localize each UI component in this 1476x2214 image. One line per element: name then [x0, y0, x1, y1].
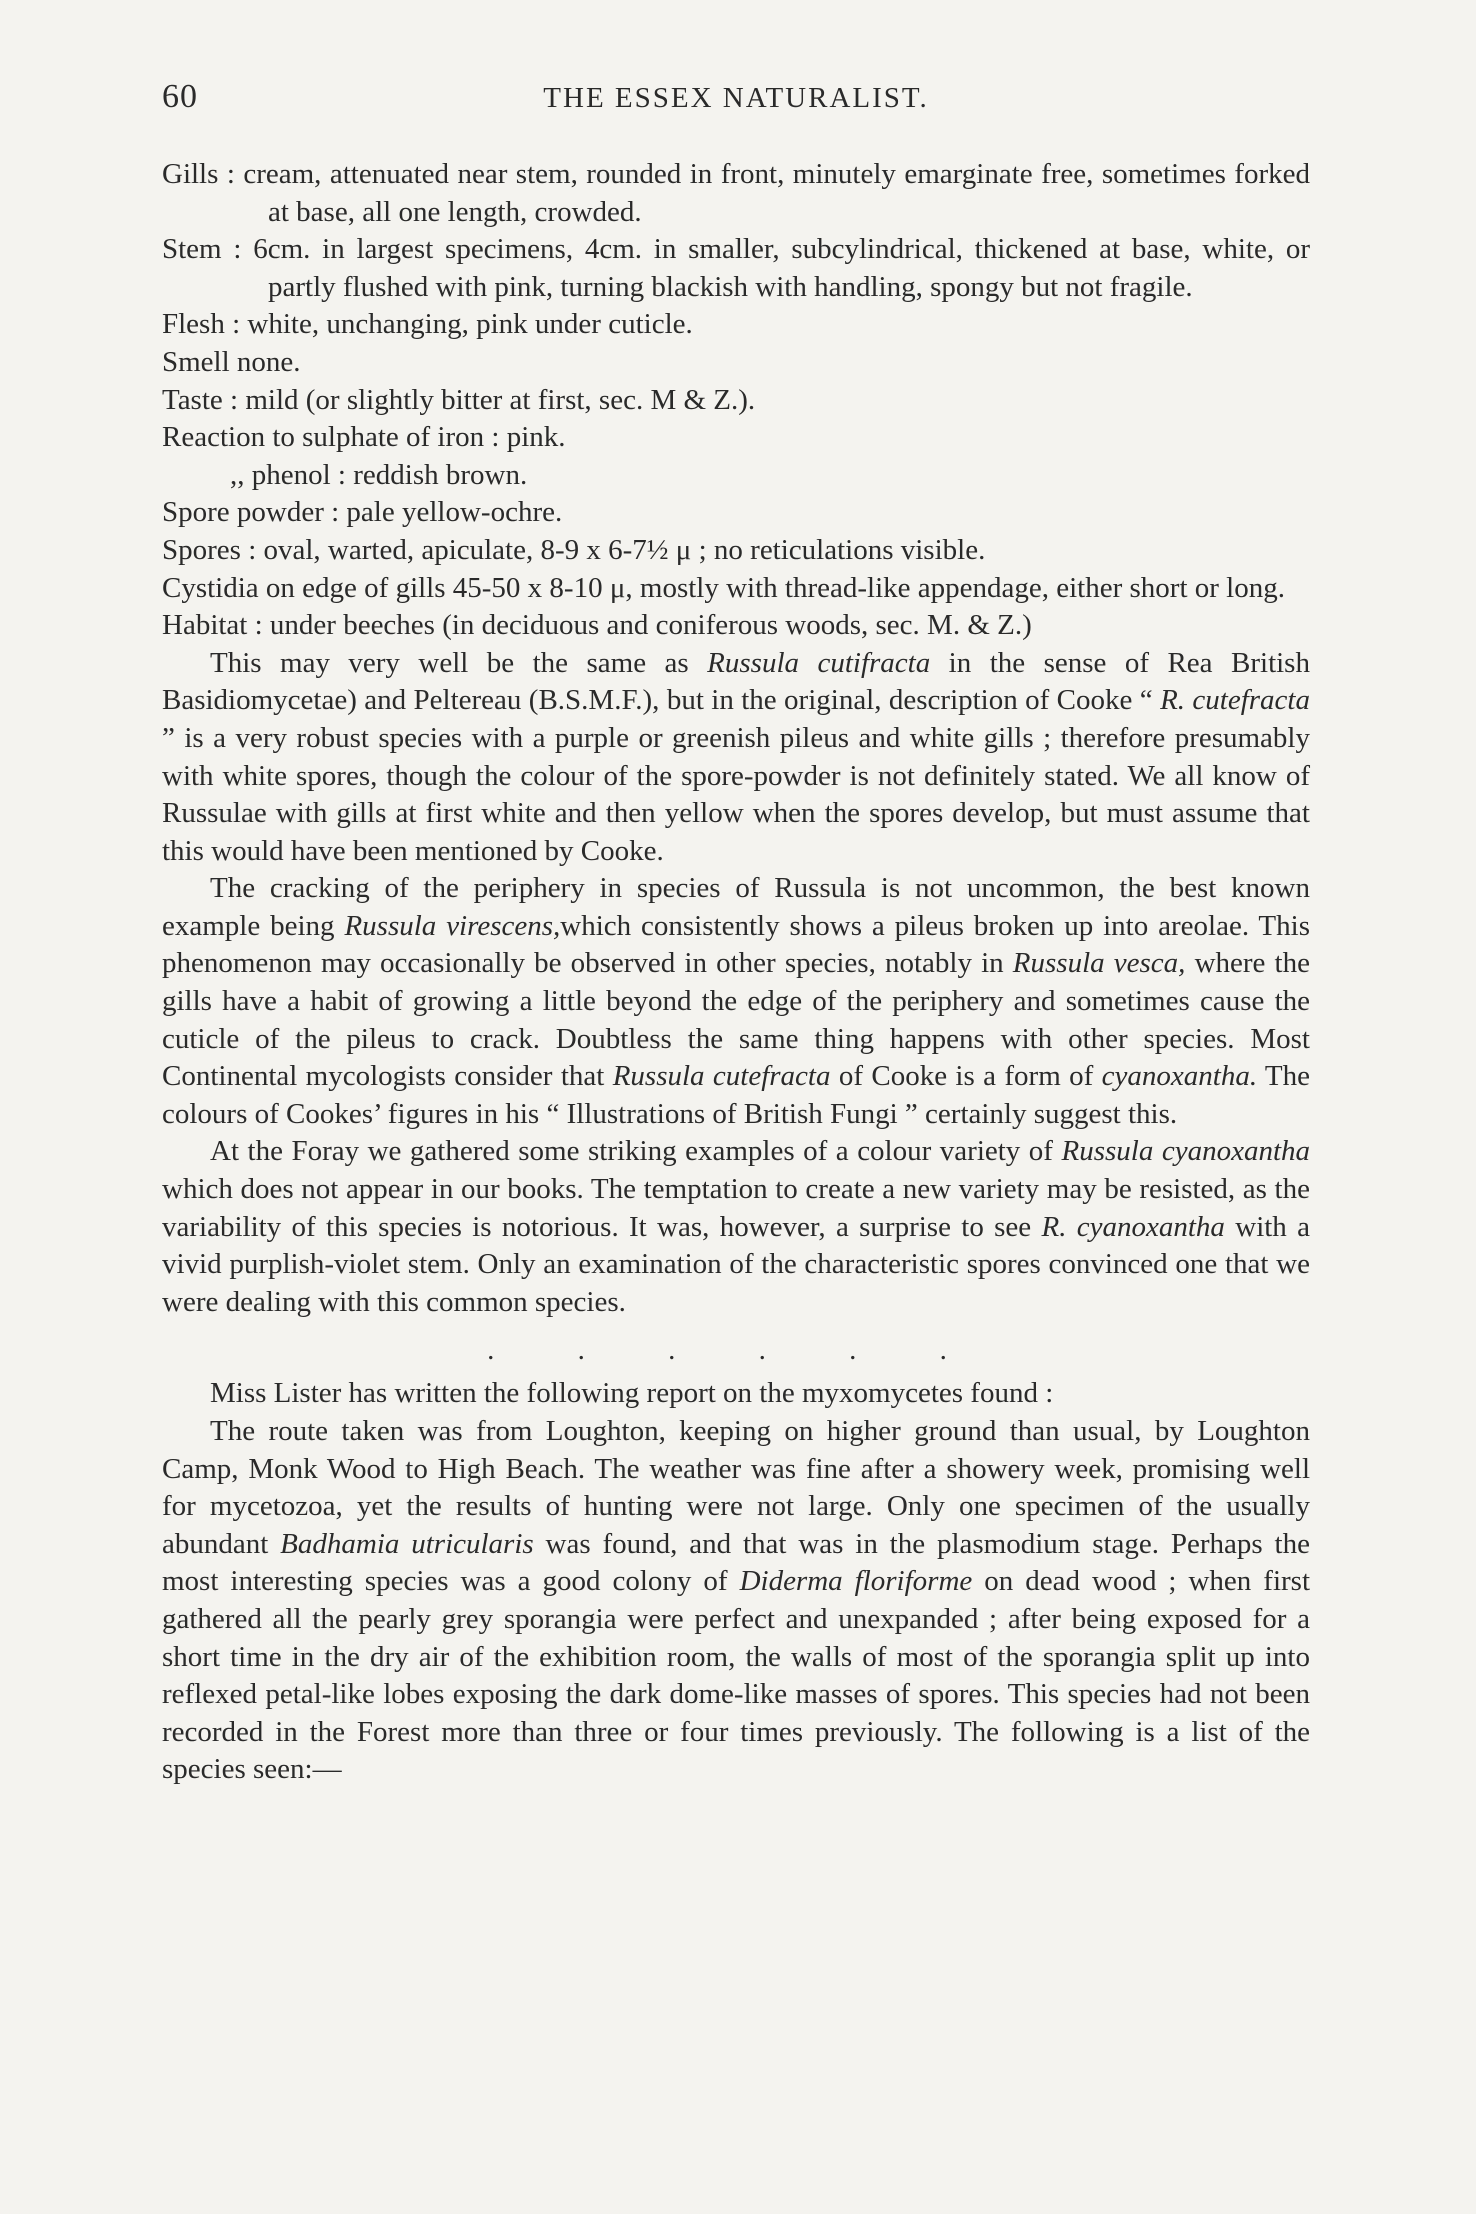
spores-description: Spores : oval, warted, apiculate, 8-9 x 6-7½ μ ; no reticulations visible. [162, 533, 986, 566]
flesh-description: Flesh : white, unchanging, pink under cuticle. [162, 308, 693, 341]
italic-species-name: Diderma floriforme [739, 1565, 973, 1598]
stem-description: Stem : 6cm. in largest specimens, 4cm. in smaller, subcylindrical, thickened at base, white, or partly flushed with pink, turning blackish with handling, spongy but not fragile. [162, 233, 1310, 303]
body-text [162, 156, 1310, 1789]
text-run: of Cooke is a form of [830, 1060, 1102, 1093]
italic-species-name: Russula virescens, [344, 909, 561, 942]
reaction-iron: Reaction to sulphate of iron : pink. [162, 421, 566, 454]
paragraph-myxomycetes-report [162, 1413, 1310, 1789]
text-run: This may very well be the same as [210, 646, 708, 679]
page-header [162, 78, 1310, 128]
italic-species-name: cyanoxantha. [1101, 1060, 1258, 1093]
italic-species-name: Russula vesca, [1012, 947, 1186, 980]
text-run: was found, and that was in the plasmodium stage. Perhaps the most interesting species was a good colony of [162, 1527, 1310, 1598]
paragraph-foray-cyanoxantha [162, 1133, 1310, 1321]
italic-species-name: R. cyanoxantha [1041, 1210, 1225, 1243]
text-run: on dead wood ; when first gathered all the pearly grey sporangia were perfect and unexpanded ; after being exposed for a short time in the dry air of the exhibition room, the walls of most of the sporangia split up into reflexed petal-like lobes exposing the dark dome-like masses of spores. This species had not been recorded in the Forest more than three or four times previously. The following is a list of the species seen:— [162, 1565, 1311, 1786]
cystidia-description: Cystidia on edge of gills 45-50 x 8-10 μ, mostly with thread-like appendage, either short or long. [162, 571, 1285, 604]
section-separator: . . . . . . [487, 1334, 985, 1367]
running-title: THE ESSEX NATURALIST. [543, 82, 929, 114]
paragraph-miss-lister-intro: Miss Lister has written the following report on the myxomycetes found : [210, 1377, 1054, 1410]
paragraph-russula-cutifracta [162, 645, 1310, 871]
text-run: in the sense of Rea British Basidiomycetae) and Peltereau (B.S.M.F.), but in the original, description of Cooke “ [162, 646, 1310, 717]
reaction-phenol: ,, phenol : reddish brown. [230, 458, 528, 491]
text-run: where the gills have a habit of growing a little beyond the edge of the periphery and sometimes cause the cuticle of the pileus to crack. Doubtless the same thing happens with other species. Most Continental mycologists consider that [162, 947, 1310, 1093]
text-run: which consistently shows a pileus broken up into areolae. This phenomenon may occasionally be observed in other species, notably in [162, 909, 1310, 980]
page-number: 60 [162, 78, 198, 115]
gills-description: Gills : cream, attenuated near stem, rounded in front, minutely emarginate free, sometimes forked at base, all one length, crowded. [162, 158, 1310, 228]
text-run: At the Foray we gathered some striking examples of a colour variety of [210, 1135, 1062, 1168]
italic-species-name: R. cutefracta [1160, 684, 1310, 717]
text-run: The cracking of the periphery in species of Russula is not uncommon, the best known example being [162, 872, 1310, 942]
text-run: with a vivid purplish-violet stem. Only an examination of the characteristic spores convinced one that we were dealing with this common species. [162, 1210, 1310, 1318]
italic-species-name: Russula cutefracta [612, 1060, 831, 1093]
smell-description: Smell none. [162, 345, 301, 378]
paragraph-periphery-cracking [162, 870, 1310, 1133]
text-run: The colours of Cookes’ figures in his “ Illustrations of British Fungi ” certainly suggest this. [162, 1060, 1311, 1130]
habitat-description: Habitat : under beeches (in deciduous and coniferous woods, sec. M. & Z.) [162, 609, 1032, 642]
text-run: The route taken was from Loughton, keeping on higher ground than usual, by Loughton Camp, Monk Wood to High Beach. The weather was fine after a showery week, promising well for mycetozoa, yet the results of hunting were not large. Only one specimen of the usually abundant [162, 1415, 1310, 1560]
text-run: ” is a very robust species with a purple or greenish pileus and white gills ; therefore presumably with white spores, though the colour of the spore-powder is not definitely stated. We all know of Russulae with gills at first white and then yellow when the spores develop, but must assume that this would have been mentioned by Cooke. [162, 721, 1310, 867]
italic-species-name: Russula cyanoxantha [1061, 1135, 1311, 1168]
taste-description: Taste : mild (or slightly bitter at first, sec. M & Z.). [162, 383, 756, 416]
spore-powder-description: Spore powder : pale yellow-ochre. [162, 496, 563, 529]
italic-species-name: Russula cutifracta [707, 646, 931, 679]
text-run: which does not appear in our books. The temptation to create a new variety may be resisted, as the variability of this species is notorious. It was, however, a surprise to see [162, 1173, 1310, 1243]
italic-species-name: Badhamia utricularis [280, 1527, 534, 1560]
